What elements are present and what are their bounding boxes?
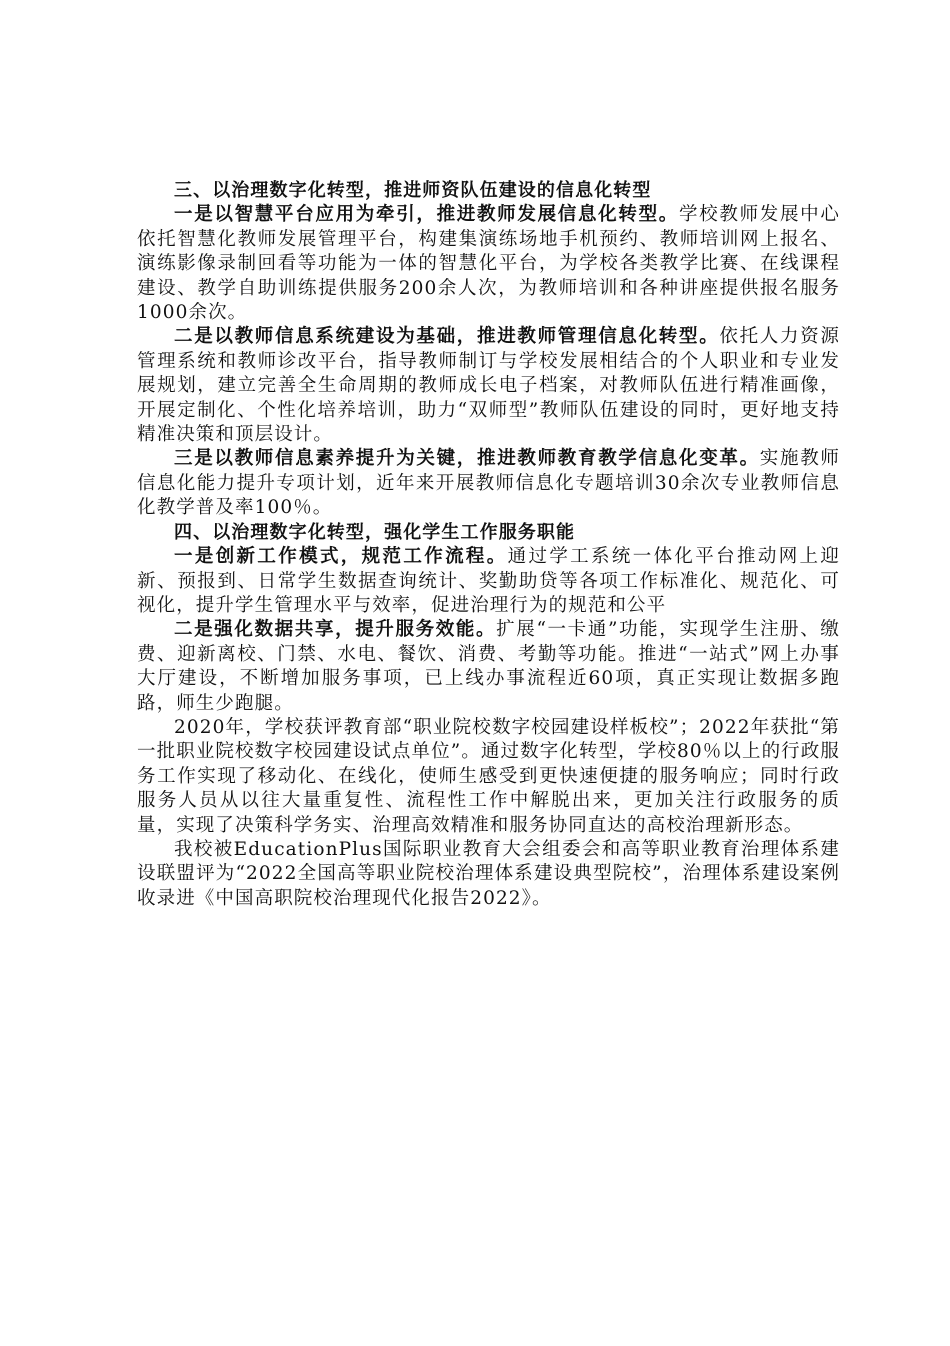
paragraph-lead: 一是以智慧平台应用为牵引，推进教师发展信息化转型。: [174, 204, 679, 226]
body-paragraph: [137, 545, 840, 618]
paragraph-body: 扩展“一卡通”功能，实现学生注册、缴费、迎新离校、门禁、水电、餐饮、消费、考勤等功能。推进“一站式”网上办事大厅建设，不断增加服务事项，已上线办事流程近60项，真正实现让数据多跑路，师生少跑腿。: [137, 619, 840, 714]
section-heading: 三、以治理数字化转型，推进师资队伍建设的信息化转型: [174, 180, 652, 201]
paragraph-body: 实施教师信息化能力提升专项计划，近年来开展教师信息化专题培训30余次专业教师信息化教学普及率100％。: [137, 448, 840, 519]
closing-paragraph: 2020年，学校获评教育部“职业院校数字校园建设样板校”；2022年获批“第一批职业院校数字校园建设试点单位”。通过数字化转型，学校80％以上的行政服务工作实现了移动化、在线化，使师生感受到更快速便捷的服务响应；同时行政服务人员从以往大量重复性、流程性工作中解脱出来，更加关注行政服务的质量，实现了决策科学务实、治理高效精准和服务协同直达的高校治理新形态。: [137, 716, 840, 836]
document-page: [137, 179, 840, 911]
paragraph-lead: 一是创新工作模式，规范工作流程。: [174, 546, 508, 568]
body-paragraph: [137, 203, 840, 325]
paragraph-lead: 二是以教师信息系统建设为基础，推进教师管理信息化转型。: [174, 326, 720, 348]
paragraph-lead: 二是强化数据共享，提升服务效能。: [174, 619, 497, 641]
body-paragraph: [137, 618, 840, 716]
paragraph-lead: 三是以教师信息素养提升为关键，推进教师教育教学信息化变革。: [174, 448, 760, 470]
body-paragraph: [137, 325, 840, 447]
paragraph-body: 学校教师发展中心依托智慧化教师发展管理平台，构建集演练场地手机预约、教师培训网上报名、演练影像录制回看等功能为一体的智慧化平台，为学校各类教学比赛、在线课程建设、教学自助训练提供服务200余人次，为教师培训和各种讲座提供报名服务1000余次。: [137, 204, 840, 324]
paragraph-body: 依托人力资源管理系统和教师诊改平台，指导教师制订与学校发展相结合的个人职业和专业发展规划，建立完善全生命周期的教师成长电子档案，对教师队伍进行精准画像，开展定制化、个性化培养培训，助力“双师型”教师队伍建设的同时，更好地支持精准决策和顶层设计。: [137, 326, 841, 446]
section-heading: 四、以治理数字化转型，强化学生工作服务职能: [174, 521, 576, 543]
closing-paragraph: 我校被EducationPlus国际职业教育大会组委会和高等职业教育治理体系建设联盟评为“2022全国高等职业院校治理体系建设典型院校”，治理体系建设案例收录进《中国高职院校治理现代化报告2022》。: [137, 838, 840, 909]
paragraph-body: 通过学工系统一体化平台推动网上迎新、预报到、日常学生数据查询统计、奖勤助贷等各项工作标准化、规范化、可视化，提升学生管理水平与效率，促进治理行为的规范和公平: [137, 546, 840, 616]
body-paragraph: [137, 447, 840, 520]
